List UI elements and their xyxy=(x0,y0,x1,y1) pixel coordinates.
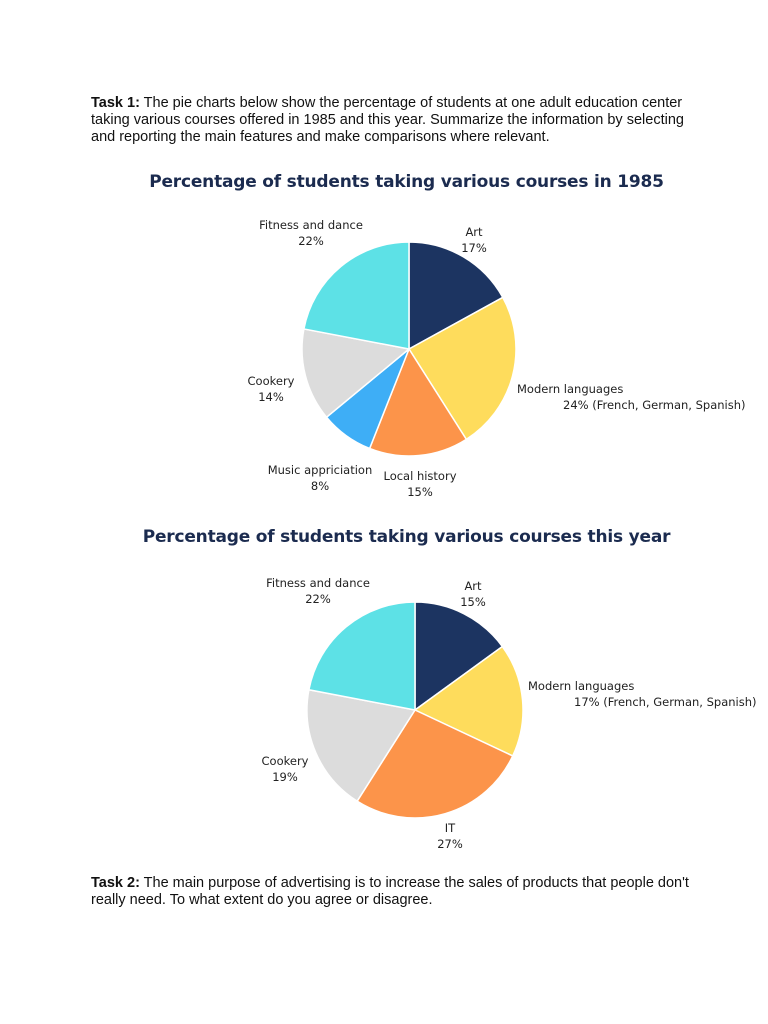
task-1-text: The pie charts below show the percentage of students at one adult education center taking various courses offered in 1985 and this year. Summarize the information by selecting and reporting the main features and make comparisons where relevant. xyxy=(91,95,684,145)
slice-value-fitness-and-dance: 22% xyxy=(298,234,324,248)
slice-value-music-appriciation: 8% xyxy=(310,479,330,493)
chart-1985-title: Percentage of students taking various courses in 1985 xyxy=(149,172,664,192)
slice-value-cookery: 19% xyxy=(272,770,298,784)
slice-label-fitness-and-dance: Fitness and dance xyxy=(259,218,363,232)
slice-value-local-history: 15% xyxy=(407,485,433,499)
slice-label-art: Art xyxy=(464,579,482,593)
chart-this-year-title: Percentage of students taking various courses this year xyxy=(142,527,671,547)
slice-label-local-history: Local history xyxy=(383,469,457,483)
slice-label-art: Art xyxy=(465,225,483,239)
slice-value-modern-languages: 24% (French, German, Spanish) xyxy=(563,398,746,412)
slice-value-modern-languages: 17% (French, German, Spanish) xyxy=(574,695,757,709)
slice-label-it: IT xyxy=(444,821,456,835)
slice-value-fitness-and-dance: 22% xyxy=(305,592,331,606)
slice-label-cookery: Cookery xyxy=(261,754,309,768)
slice-value-art: 17% xyxy=(461,241,487,255)
slice-label-fitness-and-dance: Fitness and dance xyxy=(266,576,370,590)
slice-value-it: 27% xyxy=(437,837,463,851)
slice-label-music-appriciation: Music appriciation xyxy=(267,463,373,477)
slice-label-cookery: Cookery xyxy=(247,374,295,388)
slice-value-cookery: 14% xyxy=(258,390,284,404)
task-1-label: Task 1: xyxy=(91,95,140,111)
slice-label-modern-languages: Modern languages xyxy=(517,382,624,396)
task-2-prompt xyxy=(91,875,691,909)
task-2-text: The main purpose of advertising is to increase the sales of products that people don't really need. To what extent do you agree or disagree. xyxy=(91,875,689,908)
task-2-label: Task 2: xyxy=(91,875,140,891)
slice-label-modern-languages: Modern languages xyxy=(528,679,635,693)
slice-value-art: 15% xyxy=(460,595,486,609)
